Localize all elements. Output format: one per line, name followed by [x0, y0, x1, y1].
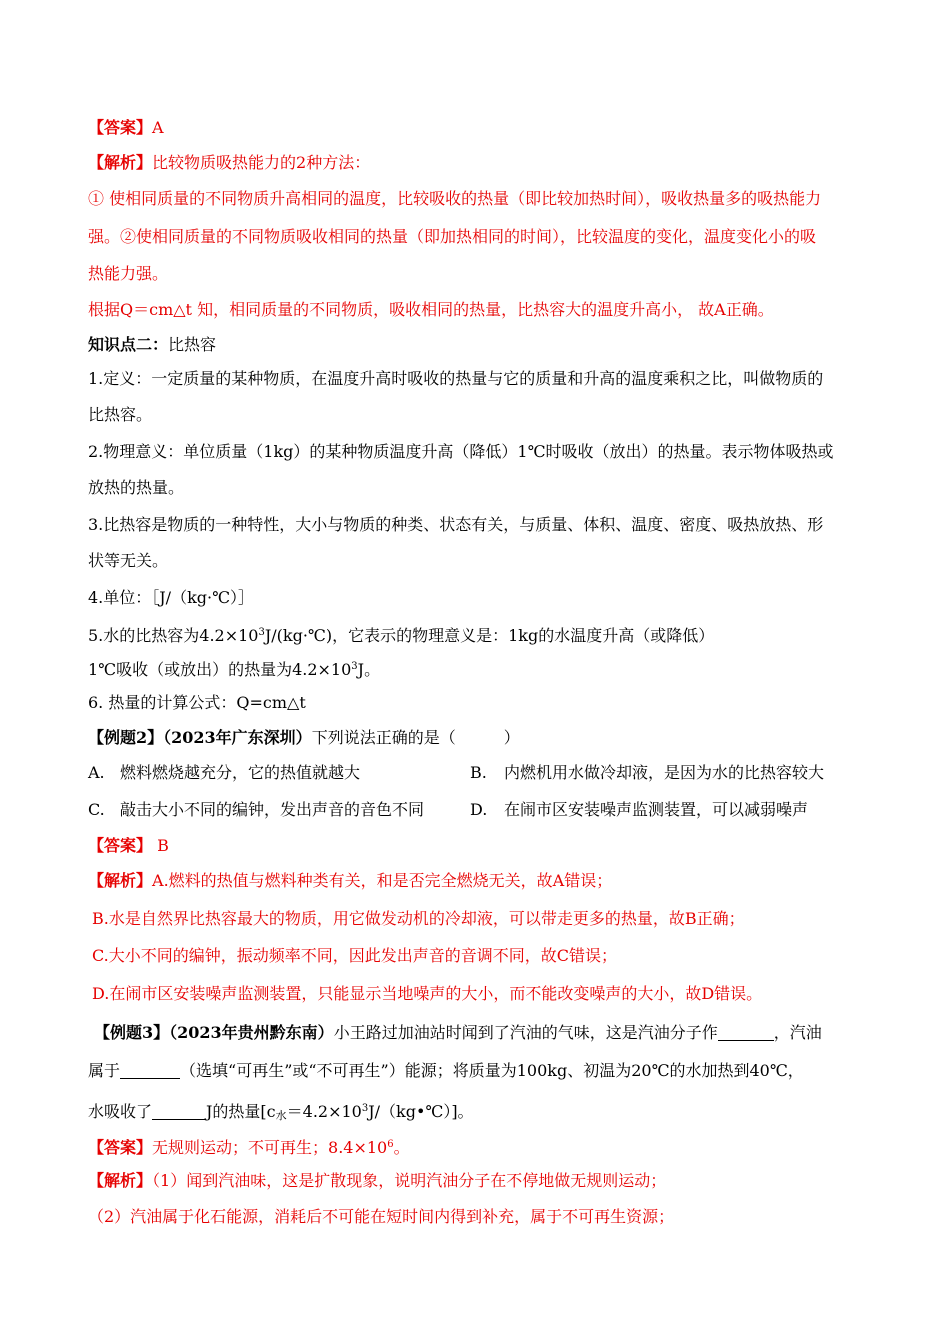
analysis-intro-text: 比较物质吸热能力的2种方法：	[152, 153, 371, 172]
option-a	[88, 762, 360, 784]
answer-blank-3[interactable]	[152, 1103, 206, 1120]
analysis-label: 【解析】	[88, 871, 153, 890]
analysis-1-line-4: 根据Q＝cm△t 知，相同质量的不同物质，吸收相同的热量，比热容大的温度升高小， 故A正确。	[88, 300, 774, 319]
knowledge-p1-line-2: 比热容。	[88, 405, 153, 424]
example-2-analysis-1	[88, 870, 612, 892]
analysis-text: A.燃料的热值与燃料种类有关，和是否完全燃烧无关，故A错误；	[152, 871, 613, 890]
question-text-2: （选填“可再生”或“不可再生”）能源；将质量为100kg、初温为20℃的水加热到40℃，	[180, 1061, 804, 1080]
knowledge-title-name: 比热容	[168, 335, 217, 354]
answer-1	[88, 117, 164, 139]
example-question-text: 下列说法正确的是（ ）	[311, 728, 520, 747]
option-text: 敲击大小不同的编钟，发出声音的音色不同	[120, 800, 425, 819]
example-3-analysis-2: （2）汽油属于化石能源，消耗后不可能在短时间内得到补充，属于不可再生资源；	[88, 1207, 675, 1226]
subscript-water: 水	[275, 1109, 287, 1122]
analysis-label: 【解析】	[88, 1171, 153, 1190]
example-2-analysis-3: C.大小不同的编钟，振动频率不同，因此发出声音的音调不同，故C错误；	[92, 946, 618, 965]
analysis-1-line-3: 热能力强。	[88, 264, 169, 283]
option-text: 内燃机用水做冷却液，是因为水的比热容较大	[504, 763, 825, 782]
answer-exponent: 6	[387, 1139, 394, 1150]
option-letter: C.	[88, 800, 105, 819]
question-text: 小王路过加油站时闻到了汽油的气味，这是汽油分子作	[333, 1023, 718, 1042]
example-label: 【例题3】	[94, 1023, 170, 1042]
question-text-2: J的热量[c	[206, 1102, 276, 1121]
answer-label: 【答案】	[88, 836, 153, 855]
answer-blank-2[interactable]	[120, 1062, 180, 1079]
analysis-1-line-2: 强。②使相同质量的不同物质吸收相同的热量（即加热相同的时间），比较温度的变化，温度变化小的吸	[88, 227, 817, 246]
answer-value-post: 。	[393, 1138, 410, 1157]
question-text: 水吸收了	[88, 1102, 153, 1121]
knowledge-p3-line-2: 状等无关。	[88, 551, 169, 570]
p5b-exponent: 3	[351, 661, 358, 672]
answer-value: A	[152, 118, 164, 137]
example-2-question	[88, 727, 520, 749]
example-label: 【例题2】	[88, 728, 164, 747]
analysis-label: 【解析】	[88, 153, 153, 172]
p5a-exponent: 3	[258, 627, 265, 638]
option-text: 燃料燃烧越充分，它的热值就越大	[120, 763, 361, 782]
knowledge-p2-line-2: 放热的热量。	[88, 478, 185, 497]
question-text-3: ＝4.2×10	[286, 1102, 362, 1121]
example-3-line-1	[94, 1022, 822, 1044]
example-2-analysis-4: D.在闹市区安装噪声监测装置，只能显示当地噪声的大小，而不能改变噪声的大小，故D错误。	[92, 984, 763, 1003]
example-2-answer	[88, 835, 169, 857]
option-d	[470, 799, 808, 821]
option-c	[88, 799, 424, 821]
knowledge-p1-line-1: 1.定义：一定质量的某种物质，在温度升高时吸收的热量与它的质量和升高的温度乘积之比，叫做物质的	[88, 369, 824, 388]
answer-label: 【答案】	[88, 1138, 153, 1157]
p5b-text: 1℃吸收（或放出）的热量为4.2×10	[88, 660, 352, 679]
answer-blank-1[interactable]	[718, 1024, 774, 1041]
option-b	[470, 762, 824, 784]
option-letter: B.	[470, 763, 487, 782]
option-text: 在闹市区安装噪声监测装置，可以减弱噪声	[504, 800, 809, 819]
p5b-text-post: J。	[357, 660, 381, 679]
knowledge-p5-line-1	[88, 622, 714, 647]
analysis-1-intro	[88, 152, 370, 174]
knowledge-point-2-title	[88, 334, 216, 356]
question-text-4: J/（kg•℃）]。	[368, 1102, 474, 1121]
knowledge-title-label: 知识点二：	[88, 335, 169, 354]
example-2-analysis-2: B.水是自然界比热容最大的物质，用它做发动机的冷却液，可以带走更多的热量，故B正确；	[92, 909, 745, 928]
knowledge-p2-line-1: 2.物理意义：单位质量（1kg）的某种物质温度升高（降低）1℃时吸收（放出）的热量。表示物体吸热或	[88, 442, 834, 461]
option-letter: A.	[88, 763, 105, 782]
option-letter: D.	[470, 800, 488, 819]
analysis-1-line-1: ① 使相同质量的不同物质升高相同的温度，比较吸收的热量（即比较加热时间），吸收热量多的吸热能力	[88, 189, 822, 208]
question-text: 属于	[88, 1061, 121, 1080]
p5a-text-post: J/(kg·℃)，它表示的物理意义是：1kg的水温度升高（或降低）	[264, 626, 715, 645]
answer-label: 【答案】	[88, 118, 153, 137]
exponent: 3	[361, 1103, 369, 1114]
example-3-answer	[88, 1134, 410, 1159]
example-source: （2023年广东深圳）	[163, 728, 312, 747]
answer-value: 无规则运动；不可再生；8.4×10	[152, 1138, 388, 1157]
knowledge-p3-line-1: 3.比热容是物质的一种特性，大小与物质的种类、状态有关，与质量、体积、温度、密度、吸热放热、形	[88, 515, 824, 534]
question-text-2: ，汽油	[773, 1023, 822, 1042]
analysis-text: （1）闻到汽油味，这是扩散现象，说明汽油分子在不停地做无规则运动；	[152, 1171, 667, 1190]
knowledge-p4: 4.单位：［J/（kg·℃）］	[88, 588, 254, 607]
knowledge-p5-line-2	[88, 656, 380, 681]
p5a-text: 5.水的比热容为4.2×10	[88, 626, 259, 645]
example-3-analysis-1	[88, 1170, 666, 1192]
example-3-line-2	[88, 1060, 804, 1082]
example-3-line-3	[88, 1098, 474, 1127]
knowledge-p6: 6. 热量的计算公式：Q=cm△t	[88, 693, 306, 712]
example-source: （2023年贵州黔东南）	[169, 1023, 334, 1042]
answer-value: B	[152, 836, 169, 855]
